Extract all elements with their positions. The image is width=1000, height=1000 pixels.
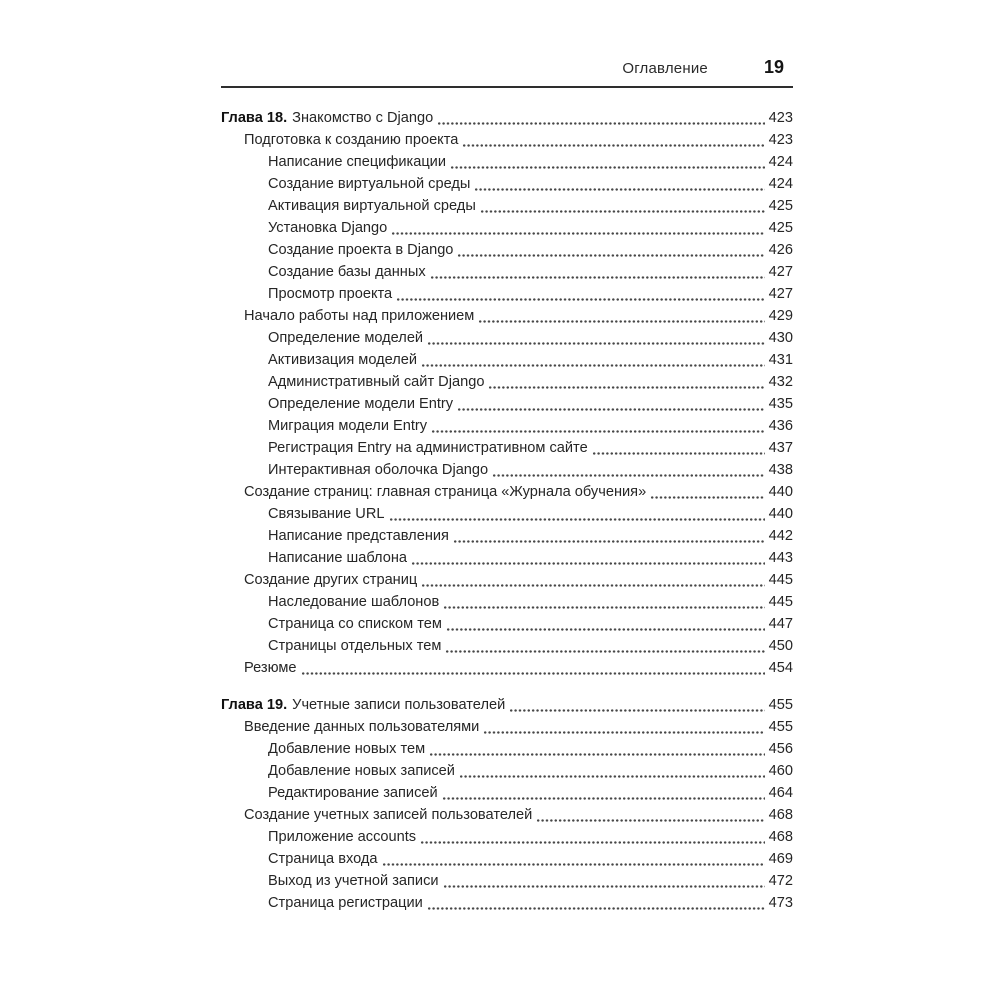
chapter-label: Глава 18.	[221, 110, 288, 126]
dot-leader	[301, 672, 765, 675]
entry-page: 435	[768, 396, 793, 412]
toc-entry-row	[221, 635, 793, 657]
toc-entry-row	[221, 525, 793, 547]
dot-leader	[446, 628, 765, 631]
toc-entry-row	[221, 613, 793, 635]
entry-page: 455	[768, 719, 793, 735]
entry-title: Подготовка к созданию проекта	[244, 132, 459, 148]
dot-leader	[442, 797, 765, 800]
entry-title: Страницы отдельных тем	[268, 638, 442, 654]
toc-entry-row	[221, 437, 793, 459]
entry-title: Написание шаблона	[268, 550, 408, 566]
running-title: Оглавление	[622, 60, 708, 77]
entry-page: 430	[768, 330, 793, 346]
dot-leader	[389, 518, 765, 521]
dot-leader	[420, 841, 765, 844]
chapter-label: Глава 19.	[221, 697, 288, 713]
dot-leader	[536, 819, 764, 822]
toc-entry-row	[221, 459, 793, 481]
entry-page: 456	[768, 741, 793, 757]
entry-title: Активизация моделей	[268, 352, 418, 368]
entry-title: Добавление новых тем	[268, 741, 426, 757]
toc-entry-row	[221, 481, 793, 503]
dot-leader	[450, 166, 765, 169]
entry-page: 436	[768, 418, 793, 434]
dot-leader	[478, 320, 764, 323]
entry-title: Резюме	[244, 660, 297, 676]
dot-leader	[483, 731, 764, 734]
entry-page: 437	[768, 440, 793, 456]
entry-page: 468	[768, 829, 793, 845]
toc-entry-row	[221, 716, 793, 738]
entry-title: Интерактивная оболочка Django	[268, 462, 489, 478]
entry-title: Приложение accounts	[268, 829, 417, 845]
toc-chapter-row	[221, 694, 793, 716]
dot-leader	[459, 775, 765, 778]
entry-page: 438	[768, 462, 793, 478]
dot-leader	[488, 386, 764, 389]
toc-entry-row	[221, 848, 793, 870]
dot-leader	[382, 863, 765, 866]
entry-page: 423	[768, 110, 793, 126]
entry-page: 468	[768, 807, 793, 823]
dot-leader	[443, 606, 764, 609]
entry-title: Знакомство с Django	[292, 110, 434, 126]
toc-entry-row	[221, 503, 793, 525]
entry-page: 464	[768, 785, 793, 801]
toc-entry-row	[221, 217, 793, 239]
entry-page: 427	[768, 286, 793, 302]
entry-title: Установка Django	[268, 220, 388, 236]
entry-page: 426	[768, 242, 793, 258]
toc-entry-row	[221, 657, 793, 679]
toc-entry-row	[221, 151, 793, 173]
entry-title: Введение данных пользователями	[244, 719, 480, 735]
entry-page: 423	[768, 132, 793, 148]
entry-title: Начало работы над приложением	[244, 308, 475, 324]
entry-title: Учетные записи пользователей	[292, 697, 506, 713]
entry-title: Миграция модели Entry	[268, 418, 428, 434]
entry-page: 427	[768, 264, 793, 280]
dot-leader	[427, 907, 765, 910]
entry-title: Создание других страниц	[244, 572, 418, 588]
toc-list	[221, 107, 793, 914]
toc-entry-row	[221, 804, 793, 826]
dot-leader	[453, 540, 765, 543]
entry-title: Административный сайт Django	[268, 374, 485, 390]
entry-page: 431	[768, 352, 793, 368]
entry-title: Активация виртуальной среды	[268, 198, 476, 214]
entry-title: Написание представления	[268, 528, 449, 544]
dot-leader	[429, 753, 764, 756]
entry-page: 432	[768, 374, 793, 390]
toc-entry-row	[221, 892, 793, 914]
dot-leader	[443, 885, 765, 888]
entry-page: 454	[768, 660, 793, 676]
entry-title: Создание виртуальной среды	[268, 176, 471, 192]
entry-page: 455	[768, 697, 793, 713]
entry-page: 429	[768, 308, 793, 324]
toc-entry-row	[221, 393, 793, 415]
entry-title: Создание проекта в Django	[268, 242, 454, 258]
entry-title: Создание учетных записей пользователей	[244, 807, 533, 823]
dot-leader	[430, 276, 765, 279]
toc-entry-row	[221, 129, 793, 151]
entry-page: 473	[768, 895, 793, 911]
toc-entry-row	[221, 591, 793, 613]
entry-title: Регистрация Entry на административном сайте	[268, 440, 588, 456]
toc-entry-row	[221, 870, 793, 892]
toc-entry-row	[221, 349, 793, 371]
toc-entry-row	[221, 173, 793, 195]
entry-title: Просмотр проекта	[268, 286, 393, 302]
entry-page: 447	[768, 616, 793, 632]
dot-leader	[431, 430, 765, 433]
entry-title: Страница входа	[268, 851, 378, 867]
entry-page: 425	[768, 198, 793, 214]
dot-leader	[427, 342, 765, 345]
toc-entry-row	[221, 415, 793, 437]
dot-leader	[462, 144, 764, 147]
dot-leader	[421, 364, 765, 367]
entry-title: Страница со списком тем	[268, 616, 442, 632]
entry-title: Написание спецификации	[268, 154, 446, 170]
entry-title: Создание страниц: главная страница «Журнала обучения»	[244, 484, 647, 500]
dot-leader	[391, 232, 764, 235]
entry-page: 472	[768, 873, 793, 889]
header-rule	[221, 86, 793, 88]
entry-page: 450	[768, 638, 793, 654]
toc-chapter-row	[221, 107, 793, 129]
entry-page: 425	[768, 220, 793, 236]
dot-leader	[509, 709, 764, 712]
dot-leader	[650, 496, 764, 499]
entry-page: 424	[768, 154, 793, 170]
entry-title: Наследование шаблонов	[268, 594, 440, 610]
entry-title: Связывание URL	[268, 506, 385, 522]
entry-page: 442	[768, 528, 793, 544]
toc-entry-row	[221, 195, 793, 217]
dot-leader	[445, 650, 764, 653]
entry-page: 424	[768, 176, 793, 192]
entry-title: Создание базы данных	[268, 264, 426, 280]
toc-entry-row	[221, 760, 793, 782]
dot-leader	[421, 584, 764, 587]
toc-entry-row	[221, 569, 793, 591]
entry-page: 445	[768, 594, 793, 610]
dot-leader	[437, 122, 764, 125]
entry-title: Редактирование записей	[268, 785, 438, 801]
toc-entry-row	[221, 283, 793, 305]
toc-entry-row	[221, 826, 793, 848]
entry-title: Добавление новых записей	[268, 763, 455, 779]
toc-entry-row	[221, 782, 793, 804]
entry-page: 460	[768, 763, 793, 779]
entry-title: Определение моделей	[268, 330, 424, 346]
entry-title: Страница регистрации	[268, 895, 423, 911]
entry-page: 443	[768, 550, 793, 566]
toc-entry-row	[221, 371, 793, 393]
entry-page: 469	[768, 851, 793, 867]
toc-entry-row	[221, 239, 793, 261]
entry-title: Определение модели Entry	[268, 396, 454, 412]
toc-entry-row	[221, 261, 793, 283]
dot-leader	[474, 188, 764, 191]
toc-entry-row	[221, 738, 793, 760]
dot-leader	[492, 474, 764, 477]
dot-leader	[396, 298, 765, 301]
dot-leader	[411, 562, 765, 565]
dot-leader	[457, 408, 765, 411]
entry-page: 440	[768, 484, 793, 500]
page-number: 19	[763, 57, 784, 77]
toc-entry-row	[221, 327, 793, 349]
entry-page: 440	[768, 506, 793, 522]
toc-entry-row	[221, 547, 793, 569]
dot-leader	[592, 452, 765, 455]
page-header	[221, 57, 793, 78]
entry-title: Выход из учетной записи	[268, 873, 439, 889]
dot-leader	[480, 210, 765, 213]
dot-leader	[457, 254, 764, 257]
entry-page: 445	[768, 572, 793, 588]
toc-entry-row	[221, 305, 793, 327]
